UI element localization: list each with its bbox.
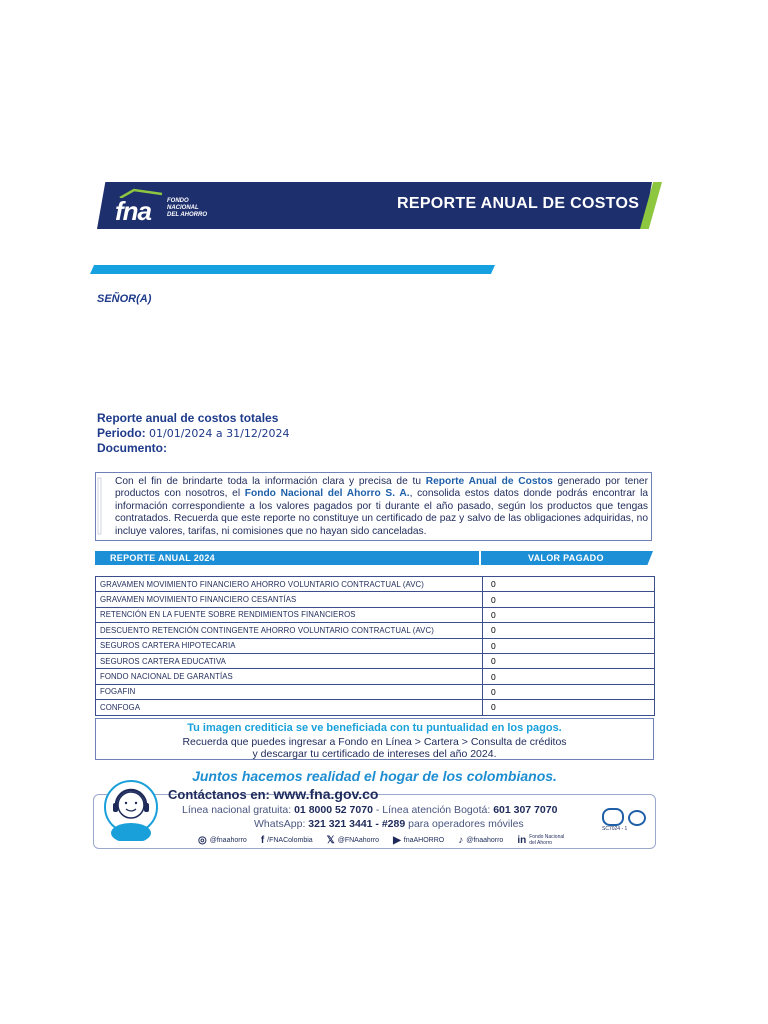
certification-label: SC7024 - 1	[602, 826, 628, 832]
report-info	[97, 411, 290, 456]
slogan: Juntos hacemos realidad el hogar de los colombianos.	[192, 768, 557, 784]
row-value: 0	[483, 623, 655, 638]
periodo-value: 01/01/2024 a 31/12/2024	[149, 426, 290, 440]
documento-label: Documento:	[97, 441, 167, 455]
x-link[interactable]: 𝕏 @FNAahorro	[326, 834, 380, 846]
facebook-link[interactable]: f /FNAColombia	[260, 834, 313, 846]
row-value: 0	[483, 653, 655, 668]
table-row	[96, 592, 655, 607]
certification-badge-icon	[602, 808, 624, 826]
row-value: 0	[483, 607, 655, 622]
row-value: 0	[483, 592, 655, 607]
table-row	[96, 623, 655, 638]
periodo-label: Periodo:	[97, 425, 146, 440]
row-concept: GRAVAMEN MOVIMIENTO FINANCIERO CESANTÍAS	[96, 592, 483, 607]
credit-headline: Tu imagen crediticia se ve beneficiada con tu puntualidad en los pagos.	[187, 722, 562, 734]
notice-side-mark	[97, 476, 103, 536]
table-row	[96, 669, 655, 684]
fna-logo: fna	[115, 196, 151, 226]
youtube-icon: ▶	[393, 834, 401, 846]
linkedin-link[interactable]: in Fondo Nacional del Ahorro	[517, 834, 565, 846]
row-value: 0	[483, 700, 655, 715]
youtube-link[interactable]: ▶ fnaAHORRO	[393, 834, 445, 846]
row-concept: FONDO NACIONAL DE GARANTÍAS	[96, 669, 483, 684]
row-concept: SEGUROS CARTERA EDUCATIVA	[96, 653, 483, 668]
tiktok-icon: ♪	[458, 834, 464, 846]
report-subtitle: Reporte anual de costos totales	[97, 411, 279, 425]
website-link[interactable]: www.fna.gov.co	[273, 786, 379, 802]
whatsapp-line: WhatsApp: 321 321 3441 - #289 para operadores móviles	[254, 818, 524, 830]
notice-text: Con el fin de brindarte toda la información clara y precisa de tu Reporte Anual de Costos generado por tener productos con nosotros, el Fondo Nacional del Ahorro S. A., consolida estos datos donde podrás encontrar la información correspondiente a los valores pagados por ti durante el año pasado, según los productos que tengas contratados. Recuerda que este reporte no constituye un certificado de paz y salvo de las obligaciones adquiridas, no incluye valores, tarifas, ni comisiones que no hayan sido canceladas.	[115, 476, 649, 537]
x-icon: 𝕏	[326, 834, 335, 846]
row-value: 0	[483, 638, 655, 653]
logo-subtitle: FONDO NACIONAL DEL AHORRO	[167, 198, 208, 218]
recipient-label: SEÑOR(A)	[97, 293, 152, 305]
call-center-agent-icon	[98, 779, 164, 841]
table-row	[96, 607, 655, 622]
row-concept: SEGUROS CARTERA HIPOTECARIA	[96, 638, 483, 653]
instagram-icon: ◎	[198, 834, 207, 846]
row-value: 0	[483, 684, 655, 699]
row-concept: GRAVAMEN MOVIMIENTO FINANCIERO AHORRO VOLUNTARIO CONTRACTUAL (AVC)	[96, 577, 483, 592]
costs-table	[95, 576, 655, 716]
contact-heading: Contáctanos en: www.fna.gov.co	[168, 786, 379, 802]
table-header-value: VALOR PAGADO	[528, 553, 604, 563]
linkedin-icon: in	[517, 834, 527, 846]
table-row	[96, 653, 655, 668]
table-row	[96, 700, 655, 715]
tiktok-link[interactable]: ♪ @fnaahorro	[458, 834, 504, 846]
table-row	[96, 577, 655, 592]
phone-line: Línea nacional gratuita: 01 8000 52 7070 - Línea atención Bogotá: 601 307 7070	[182, 804, 558, 816]
facebook-icon: f	[260, 834, 265, 846]
row-concept: FOGAFIN	[96, 684, 483, 699]
credit-instructions: Recuerda que puedes ingresar a Fondo en Línea > Cartera > Consulta de créditos y descargar tu certificado de intereses del año 2024.	[182, 736, 567, 760]
row-value: 0	[483, 669, 655, 684]
table-header-divider	[479, 551, 481, 565]
row-concept: DESCUENTO RETENCIÓN CONTINGENTE AHORRO VOLUNTARIO CONTRACTUAL (AVC)	[96, 623, 483, 638]
table-row	[96, 684, 655, 699]
table-header-concept: REPORTE ANUAL 2024	[110, 553, 215, 563]
table-row	[96, 638, 655, 653]
instagram-link[interactable]: ◎ @fnaahorro	[198, 834, 247, 846]
divider-strip	[90, 265, 495, 274]
social-links	[198, 834, 569, 846]
row-concept: CONFOGA	[96, 700, 483, 715]
report-title: REPORTE ANUAL DE COSTOS	[397, 195, 640, 212]
certification-seal-icon	[628, 810, 646, 826]
row-concept: RETENCIÓN EN LA FUENTE SOBRE RENDIMIENTOS FINANCIEROS	[96, 607, 483, 622]
row-value: 0	[483, 577, 655, 592]
